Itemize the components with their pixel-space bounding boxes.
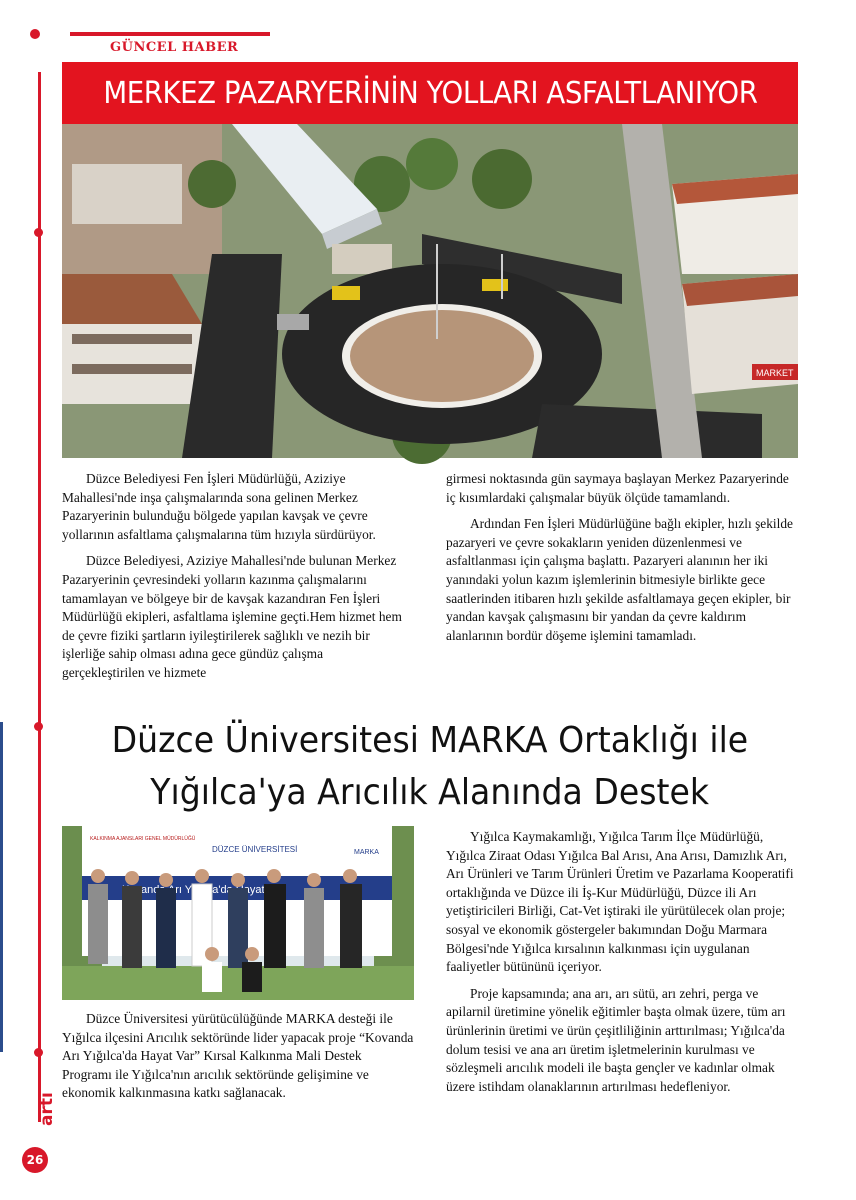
banner-logo-marka: MARKA bbox=[354, 849, 379, 856]
paragraph: Yığılca Kaymakamlığı, Yığılca Tarım İlçe Müdürlüğü, Yığılca Ziraat Odası Yığılca Bal Arısı, Ana Arısı, Damızlık Arı, Arı Ürünleri ve Tarım Ürünleri Üretim ve Pazarlama Kooperatifi ortaklığında ve Düzce ili İş-Kur Müdürlüğü, Düzce ili Arı yetiştiricileri Birliği, Cat-Vet iştiraki ile yürütülecek olan proje; sosyal ve ekonomik göstergeler bakımından Doğu Marmara Bölgesi'nde Yığılca kırsalının kalkınması için uygulanan faaliyetler bütününü içeriyor. bbox=[446, 829, 794, 975]
banner-logo-left: KALKINMA AJANSLARI GENEL MÜDÜRLÜĞÜ bbox=[90, 836, 196, 842]
article2-title-line1-text: Düzce Üniversitesi MARKA Ortaklığı ile bbox=[111, 720, 749, 761]
margin-dot bbox=[34, 1048, 43, 1057]
logo-text: artı bbox=[37, 1092, 57, 1126]
article2-title-line2 bbox=[62, 772, 798, 813]
headline-banner bbox=[62, 62, 798, 124]
paragraph: Düzce Üniversitesi yürütücülüğünde MARKA desteği ile Yığılca ilçesini Arıcılık sektöründe lider yapacak proje “Kovanda Arı Yığılca'da Hayat Var” Kırsal Kalkınma Mali Destek Programı ile Yığılca'nın arıcılık sektöründe gelişimine ve ekonomik kalkınmasına katkı sağlanacak. bbox=[62, 1011, 414, 1101]
top-rule-short bbox=[30, 32, 40, 36]
magazine-logo bbox=[14, 1080, 57, 1145]
paragraph: Düzce Belediyesi, Aziziye Mahallesi'nde bulunan Merkez Pazaryerinin çevresindeki yolların kazınma çalışmalarını tamamlayan ve bölgeye bir de kavşak kazandıran Fen İşleri Müdürlüğü ekipleri, asfaltlama işlemine geçti.Hem hizmet hem de çevre fiziki şartların iyileştirilerek sağlıklı ve nezih bir işlerliğe sahip olması adına gece gündüz çalışma gerçekleştirilen ve hizmete bbox=[62, 553, 402, 680]
market-sign: MARKET bbox=[756, 368, 794, 378]
banner-slogan: Kovanda Hayat bbox=[122, 884, 265, 896]
margin-dot bbox=[34, 228, 43, 237]
top-rule bbox=[70, 32, 270, 36]
article2-title-line1 bbox=[62, 720, 798, 761]
article1-column-left bbox=[62, 470, 408, 691]
paragraph: Ardından Fen İşleri Müdürlüğüne bağlı ekipler, hızlı şekilde pazaryeri ve çevre sokakların yeniden düzenlenmesi ve asfaltlanması için çalışma başlattı. Pazaryeri alanının her iki yanındaki yolun kazım işlemlerinin bitmesiyle birlikte gece saatlerinden itibaren hızlı şekilde asfaltlamaya geçen ekipler, bir yandan kavşak çalışmasını bir yandan da çevre kaldırım alanlarının bordür döşeme işlemini tamamladı. bbox=[446, 516, 793, 643]
magazine-logo-mark bbox=[14, 1080, 57, 1140]
banner-logo-uni: DÜZCE ÜNİVERSİTESİ bbox=[212, 845, 298, 854]
headline: MERKEZ PAZARYERİNİN YOLLARI ASFALTLANIYOR bbox=[102, 75, 757, 111]
article2-title-line2-text: Yığılca'ya Arıcılık Alanında Destek bbox=[150, 772, 710, 813]
aerial-roundabout-photo bbox=[62, 124, 798, 458]
article2-column-left bbox=[62, 1010, 414, 1111]
article2-column-right bbox=[446, 828, 798, 1104]
paragraph: Proje kapsamında; ana arı, arı sütü, arı zehri, perga ve apilarnil üretimine yönelik eğitimler başta olmak üzere, tüm arı ürünlerinin üretimi ve ürün çeşitliliğinin arttırılması; Yığılca'da dolum tesisi ve ana arı üretim işletmelerinin kurulması ve sözleşmeli arıcılık modeli ile başta gençler ve kadınlar olmak üzere istihdam olanaklarının artırılması hedefleniyor. bbox=[446, 985, 786, 1094]
page-number: 26 bbox=[22, 1147, 48, 1173]
margin-dot bbox=[34, 722, 43, 731]
aerial-roundabout-illustration bbox=[62, 124, 798, 458]
paragraph: girmesi noktasında gün saymaya başlayan Merkez Pazaryerinde iç kısımlardaki çalışmalar büyük ölçüde tamamlandı. bbox=[446, 471, 789, 505]
section-label: GÜNCEL HABER bbox=[110, 40, 239, 55]
article1-column-right bbox=[446, 470, 798, 653]
group-photo bbox=[62, 826, 414, 1000]
page-edge-strip bbox=[0, 722, 3, 1052]
paragraph: Düzce Belediyesi Fen İşleri Müdürlüğü, Aziziye Mahallesi'nde inşa çalışmalarında sona gelinen Merkez Pazaryerinin bulunduğu bölgede yapılan kavşak ve çevre yollarının asfaltlama çalışmalarına tüm hızıyla sürdürüyor. bbox=[62, 471, 376, 542]
group-photo-illustration bbox=[62, 826, 414, 1000]
